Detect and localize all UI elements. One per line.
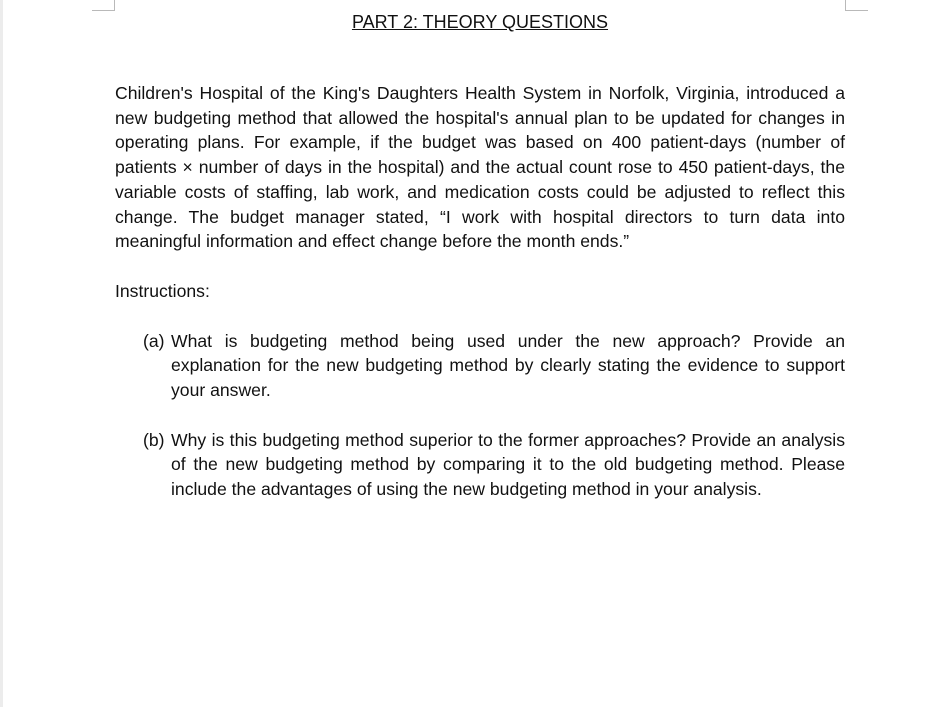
margin-corner-mark-left	[92, 0, 115, 11]
page-title: PART 2: THEORY QUESTIONS	[351, 12, 609, 32]
question-item-a	[143, 329, 845, 403]
instructions-heading: Instructions:	[115, 280, 210, 301]
margin-corner-mark-right	[845, 0, 868, 11]
case-paragraph: Children's Hospital of the King's Daughters Health System in Norfolk, Virginia, introduced a new budgeting method that allowed the hospital's annual plan to be updated for changes in operating plans. For example, if the budget was based on 400 patient-days (number of patients × number of days in the hospital) and the actual count rose to 450 patient-days, the variable costs of staffing, lab work, and medication costs could be adjusted to reflect this change. The budget manager stated, “I work with hospital directors to turn data into meaningful information and effect change before the month ends.”	[115, 83, 845, 252]
question-text: Why is this budgeting method superior to the former approaches? Provide an analysis of the new budgeting method by comparing it to the old budgeting method. Please include the advantages of using the new budgeting method in your analysis.	[171, 429, 845, 500]
question-list	[115, 329, 845, 502]
page-edge	[0, 0, 3, 707]
question-text: What is budgeting method being used under the new approach? Provide an explanation for the new budgeting method by clearly stating the evidence to support your answer.	[171, 330, 845, 401]
question-label: (b)	[143, 429, 165, 450]
question-label: (a)	[143, 330, 165, 351]
document-body	[115, 81, 845, 527]
question-item-b	[143, 428, 845, 502]
